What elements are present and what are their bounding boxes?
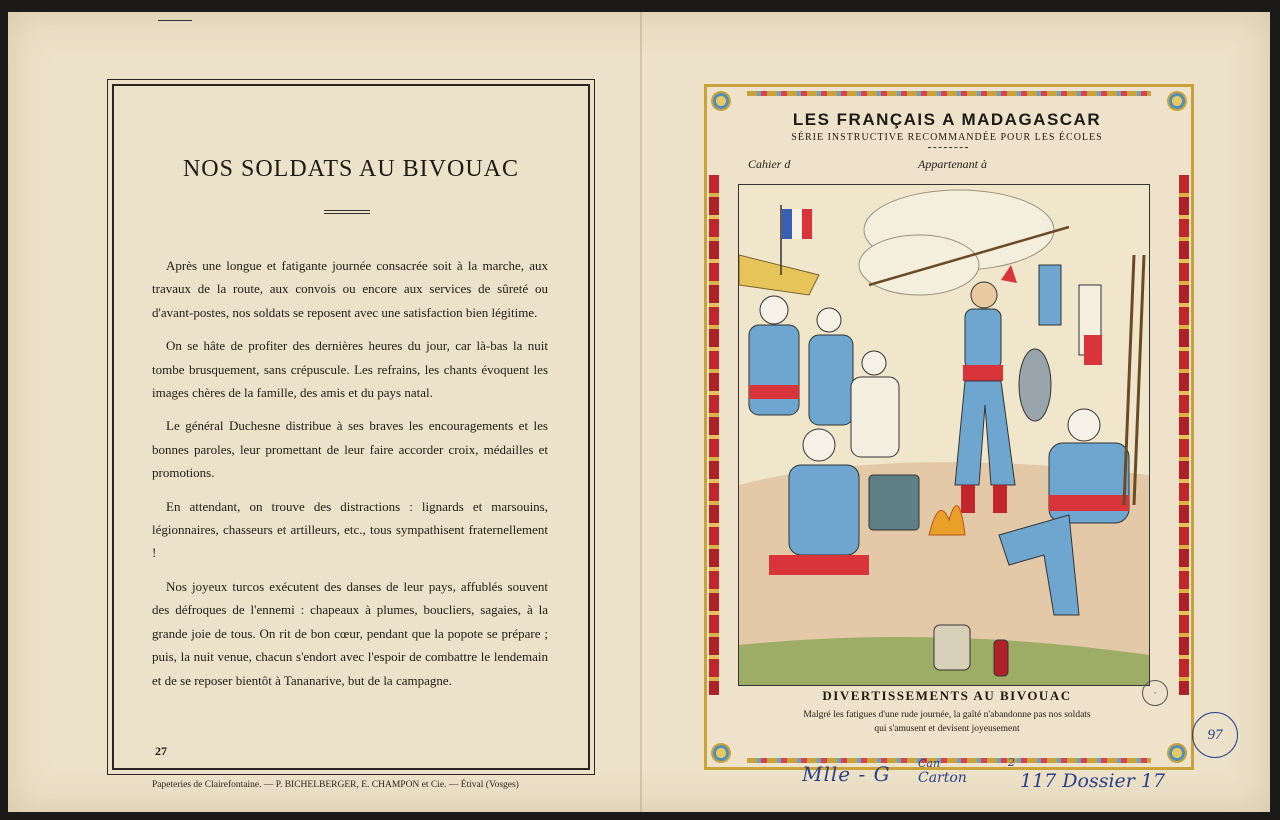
seated-soldier-sash (1049, 495, 1129, 511)
background-soldier (1039, 265, 1061, 325)
frame-band-right (1179, 175, 1189, 695)
paragraph: En attendant, on trouve des distractions : lignards et marsouins, légionnaires, chasseurs et artilleurs, etc., tous sympathisent fraternellement ! (152, 498, 548, 561)
publisher-footer: Papeteries de Clairefontaine. — P. BICHELBERGER, E. CHAMPON et Cie. — Étival (Vosges) (152, 780, 519, 790)
cooking-pot (869, 475, 919, 530)
cahier-label: Cahier d (748, 157, 791, 171)
paragraph: Le général Duchesne distribue à ses braves les encouragements et les bonnes paroles, leur promettant de leur faire accorder croix, médailles et promotions. (152, 418, 548, 481)
soldier-helmet (1068, 409, 1100, 441)
left-page-text (152, 254, 548, 702)
flag-white (792, 209, 802, 239)
handwritten-note: Mlle - G (802, 762, 891, 786)
dancer-plume (1001, 265, 1017, 283)
frame-band-top (747, 91, 1151, 96)
tin-can (934, 625, 970, 670)
corner-ornament (711, 743, 731, 763)
dancer-sash (963, 365, 1003, 381)
wine-bottle (994, 640, 1008, 676)
frame-band-left (709, 175, 719, 695)
title-rule (324, 210, 370, 214)
corner-ornament (1167, 91, 1187, 111)
seated-soldier-body (789, 465, 859, 555)
soldier-body (749, 325, 799, 415)
paragraph: Après une longue et fatigante journée consacrée soit à la marche, aux travaux de la route, aux convois ou encore aux services de sûreté ou d'avant-postes, nos soldats se reposent avec une satisfaction bien légitime. (152, 258, 548, 320)
soldier-helmet (760, 296, 788, 324)
handwritten-note: 2 (1008, 756, 1015, 769)
hut-roof (739, 255, 819, 295)
illustration-drawing (739, 185, 1149, 685)
dancer-head (971, 282, 997, 308)
top-mark (158, 20, 192, 21)
paragraph: Nos joyeux turcos exécutent des danses de leur pays, affublés souvent des défroques de l'ennemi : chapeaux à plumes, boucliers, sagaies, à la grande joie de tous. On rit de bon cœur, pendant que la popote se prépare ; puis, la nuit venue, chacun s'endort avec l'espoir de combattre le lendemain et de se reposer bientôt à Tananarive, but de la campagne. (152, 578, 548, 688)
cover-subtitle: SÉRIE INSTRUCTIVE RECOMMANDÉE POUR LES ÉCOLES (791, 132, 1103, 143)
library-stamp: ◦ (1142, 680, 1168, 706)
smoke-cloud (859, 235, 979, 295)
circled-number: 97 (1192, 712, 1238, 758)
dancer-body (965, 309, 1001, 369)
cover-title: LES FRANÇAIS A MADAGASCAR (792, 110, 1102, 129)
paragraph: On se hâte de profiter des dernières heures du jour, car là-bas la nuit tombe brusquement, sans crépuscule. Les refrains, les chants évoquent les images chères de la famille, des amis et du pays natal. (152, 338, 548, 401)
corner-ornament (1167, 743, 1187, 763)
handwritten-small: Can (918, 757, 941, 770)
soldier-body (851, 377, 899, 457)
caption-description (712, 708, 1182, 736)
handwritten-note (918, 757, 967, 786)
flag-blue (782, 209, 792, 239)
handwritten-carton: Carton (918, 770, 967, 786)
corner-ornament (711, 91, 731, 111)
shield (1019, 349, 1051, 421)
background-soldier-trousers (1084, 335, 1102, 365)
handwritten-note: 117 Dossier 17 (1020, 770, 1166, 792)
dancer-boot (993, 485, 1007, 513)
rifle (1134, 255, 1144, 505)
soldier-helmet (817, 308, 841, 332)
soldier-sash (749, 385, 799, 399)
caption-line: Malgré les fatigues d'une rude journée, la gaîté n'abandonne pas nos soldats (803, 710, 1091, 720)
left-page-title: NOS SOLDATS AU BIVOUAC (182, 156, 520, 182)
soldier-helmet (862, 351, 886, 375)
illustration-caption: DIVERTISSEMENTS AU BIVOUAC (822, 688, 1072, 703)
soldier-body (809, 335, 853, 425)
center-fold (640, 12, 642, 812)
appartenant-label: Appartenant à (918, 157, 987, 171)
subtitle-rule (928, 147, 968, 148)
caption-line: qui s'amusent et devisent joyeusement (874, 724, 1020, 734)
bivouac-illustration (738, 184, 1150, 686)
dancer-boot (961, 485, 975, 513)
page-number: 27 (155, 744, 167, 758)
flag-red (802, 209, 812, 239)
soldier-helmet (803, 429, 835, 461)
seated-soldier-trousers (769, 555, 869, 575)
